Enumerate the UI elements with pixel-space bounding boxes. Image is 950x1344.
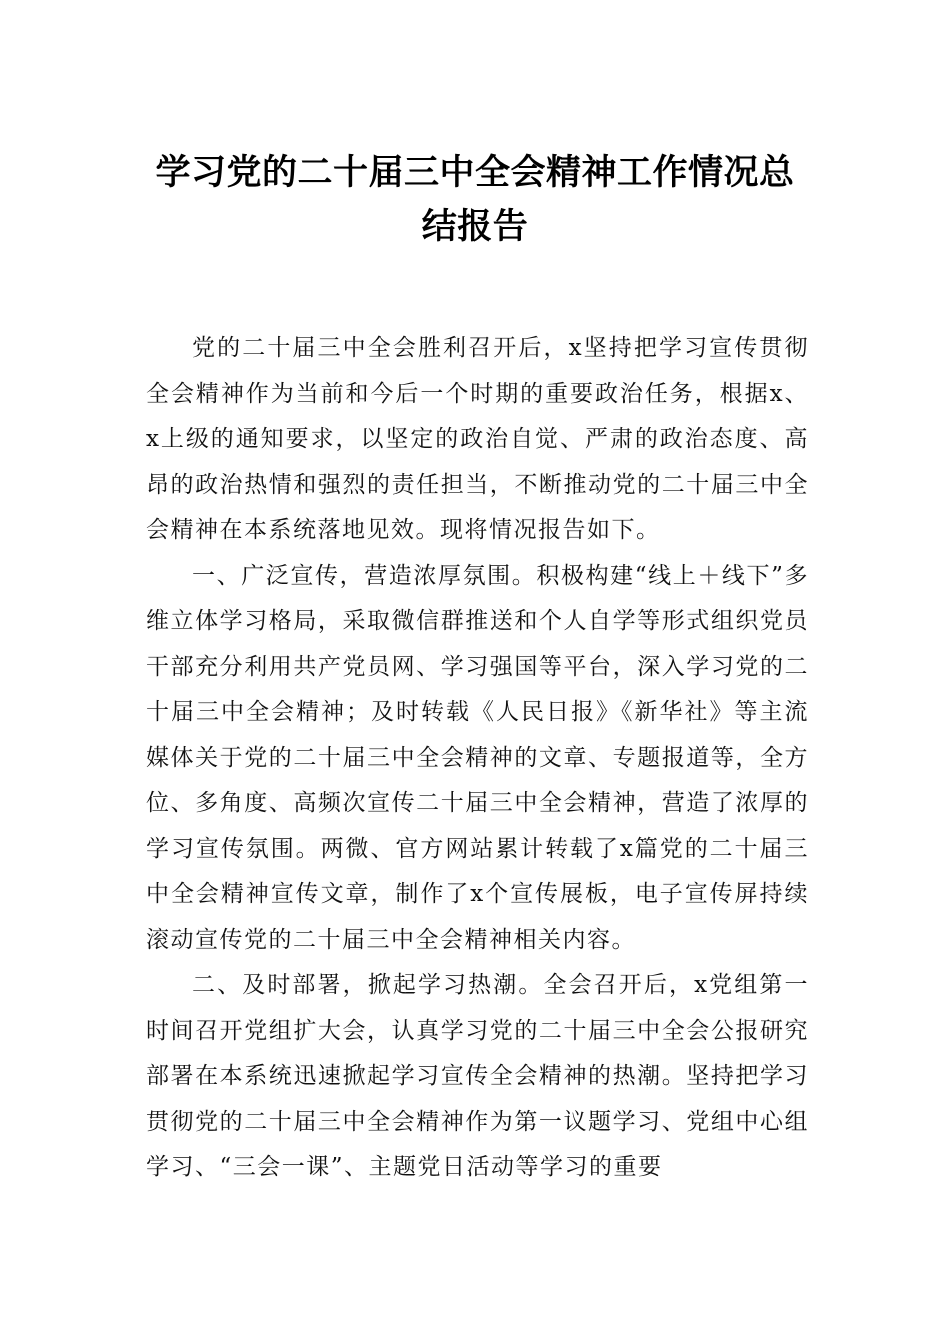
document-title	[140, 146, 810, 254]
title-line-2: 结报告	[421, 206, 529, 247]
paragraph-section-1: 一、广泛宣传，营造浓厚氛围。积极构建“线上＋线下”多维立体学习格局，采取微信群推送和个人自学等形式组织党员干部充分利用共产党员网、学习强国等平台，深入学习党的二十届三中全会精神；及时转载《人民日报》《新华社》等主流媒体关于党的二十届三中全会精神的文章、专题报道等，全方位、多角度、高频次宣传二十届三中全会精神，营造了浓厚的学习宣传氛围。两微、官方网站累计转载了x篇党的二十届三中全会精神宣传文章，制作了x个宣传展板，电子宣传屏持续滚动宣传党的二十届三中全会精神相关内容。	[146, 562, 809, 953]
title-line-1: 学习党的二十届三中全会精神工作情况总	[155, 152, 795, 193]
paragraph-section-2: 二、及时部署，掀起学习热潮。全会召开后，x党组第一时间召开党组扩大会，认真学习党的二十届三中全会公报研究部署在本系统迅速掀起学习宣传全会精神的热潮。坚持把学习贯彻党的二十届三中全会精神作为第一议题学习、党组中心组学习、“三会一课”、主题党日活动等学习的重要	[146, 972, 809, 1180]
document-body	[146, 326, 809, 1191]
paragraph-intro: 党的二十届三中全会胜利召开后，x坚持把学习宣传贯彻全会精神作为当前和今后一个时期的重要政治任务，根据x、x上级的通知要求，以坚定的政治自觉、严肃的政治态度、高昂的政治热情和强烈的责任担当，不断推动党的二十届三中全会精神在本系统落地见效。现将情况报告如下。	[146, 335, 809, 543]
